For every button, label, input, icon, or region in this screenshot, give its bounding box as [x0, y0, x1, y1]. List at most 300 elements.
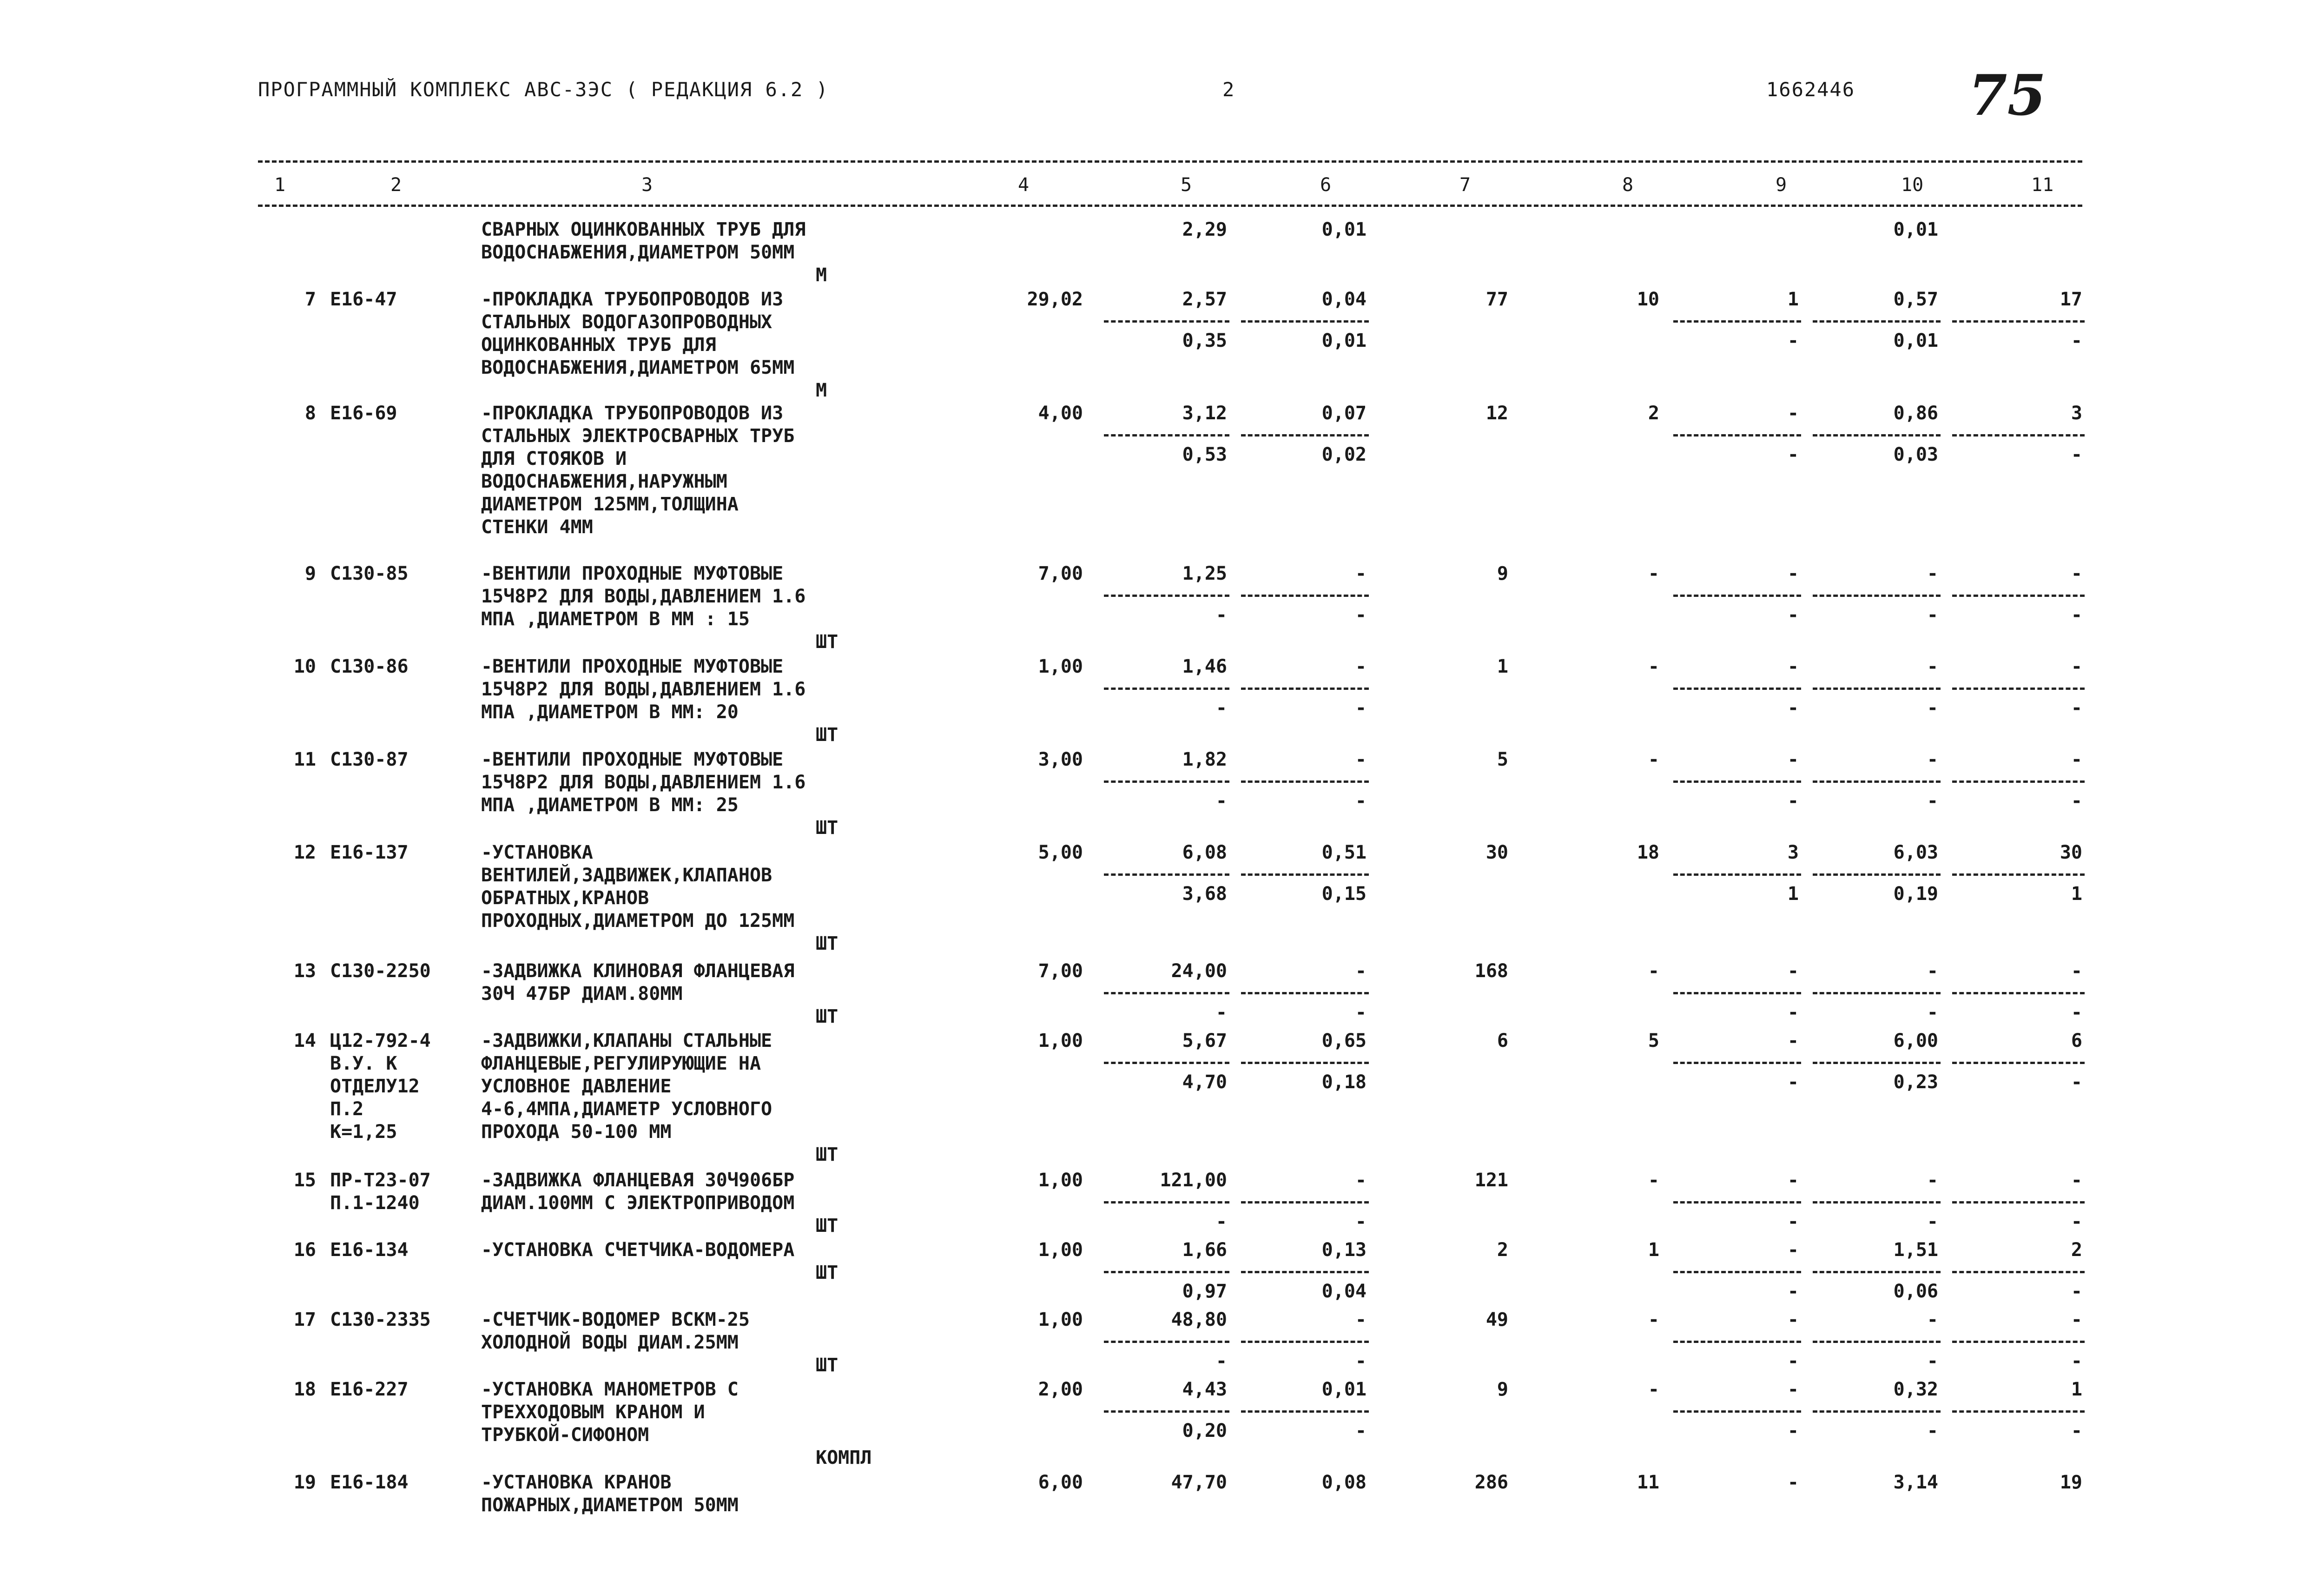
unit-of-measure: ШТ — [816, 631, 838, 653]
value-c9: - — [1787, 563, 1799, 584]
value-c5: 1,82 — [1182, 749, 1227, 770]
value-c6b: 0,15 — [1321, 883, 1367, 905]
value-c5: 1,46 — [1182, 656, 1227, 677]
value-c8: - — [1648, 749, 1659, 770]
subtotal-rule — [1952, 434, 2085, 436]
work-description: ПРОХОДА 50-100 ММ — [481, 1121, 672, 1143]
work-description: МПА ,ДИАМЕТРОМ В ММ: 25 — [481, 794, 739, 816]
work-description: ТРЕХХОДОВЫМ КРАНОМ И — [481, 1402, 705, 1423]
value-c10: 6,03 — [1893, 842, 1938, 863]
value-c4: 1,00 — [1038, 656, 1083, 677]
value-c10b: 0,23 — [1893, 1071, 1938, 1093]
value-c11b: - — [2071, 444, 2082, 465]
subtotal-rule — [1673, 780, 1801, 783]
subtotal-rule — [1813, 595, 1941, 597]
subtotal-rule — [1104, 1271, 1229, 1273]
value-c5: 6,08 — [1182, 842, 1227, 863]
value-c5: 2,29 — [1182, 219, 1227, 240]
row-number: 16 — [293, 1239, 316, 1261]
value-c4: 2,00 — [1038, 1379, 1083, 1400]
work-description: ДИАМЕТРОМ 125ММ,ТОЛЩИНА — [481, 494, 739, 515]
value-c10: - — [1927, 656, 1938, 677]
value-c5: 47,70 — [1171, 1472, 1227, 1493]
value-c9: - — [1787, 1309, 1799, 1330]
value-c4: 3,00 — [1038, 749, 1083, 770]
value-c5b: - — [1215, 1350, 1227, 1372]
work-description: ВЕНТИЛЕЙ,ЗАДВИЖЕК,КЛАПАНОВ — [481, 865, 772, 886]
subtotal-rule — [1241, 873, 1369, 876]
value-c6: 0,01 — [1321, 1379, 1367, 1400]
value-c8: 1 — [1648, 1239, 1659, 1261]
value-c10b: 0,01 — [1893, 330, 1938, 351]
work-description: 15Ч8Р2 ДЛЯ ВОДЫ,ДАВЛЕНИЕМ 1.6 — [481, 679, 806, 700]
work-description: ТРУБКОЙ-СИФОНОМ — [481, 1424, 649, 1446]
value-c6: 0,04 — [1321, 289, 1367, 310]
subtotal-rule — [1104, 1341, 1229, 1343]
value-c6b: 0,18 — [1321, 1071, 1367, 1093]
value-c4: 1,00 — [1038, 1239, 1083, 1261]
column-header-3: 3 — [641, 174, 653, 196]
value-c6: - — [1355, 1170, 1367, 1191]
work-description: ПОЖАРНЫХ,ДИАМЕТРОМ 50ММ — [481, 1494, 739, 1516]
value-c10: 0,01 — [1893, 219, 1938, 240]
work-description: -УСТАНОВКА СЧЕТЧИКА-ВОДОМЕРА — [481, 1239, 795, 1261]
value-c6b: - — [1355, 790, 1367, 812]
subtotal-rule — [1104, 688, 1229, 690]
subtotal-rule — [1813, 1062, 1941, 1064]
subtotal-rule — [1813, 1341, 1941, 1343]
subtotal-rule — [1104, 1410, 1229, 1413]
value-c7: 30 — [1486, 842, 1508, 863]
subtotal-rule — [1813, 1271, 1941, 1273]
column-header-2: 2 — [390, 174, 402, 196]
subtotal-rule — [1241, 1271, 1369, 1273]
value-c6b: - — [1355, 697, 1367, 719]
subtotal-rule — [1104, 595, 1229, 597]
subtotal-rule — [1952, 1410, 2085, 1413]
value-c5: 3,12 — [1182, 403, 1227, 424]
value-c9b: - — [1787, 604, 1799, 626]
work-description: СТАЛЬНЫХ ВОДОГАЗОПРОВОДНЫХ — [481, 311, 772, 333]
subtotal-rule — [1813, 320, 1941, 323]
value-c6b: - — [1355, 1211, 1367, 1232]
value-c9b: - — [1787, 1281, 1799, 1302]
unit-of-measure: ШТ — [816, 724, 838, 746]
value-c8: 10 — [1637, 289, 1659, 310]
value-c11: 3 — [2071, 403, 2082, 424]
value-c9b: - — [1787, 1350, 1799, 1372]
subtotal-rule — [1952, 780, 2085, 783]
work-description: ПРОХОДНЫХ,ДИАМЕТРОМ ДО 125ММ — [481, 910, 795, 932]
value-c11b: - — [2071, 1002, 2082, 1023]
value-c6b: 0,02 — [1321, 444, 1367, 465]
subtotal-rule — [1104, 320, 1229, 323]
page-number: 2 — [1222, 78, 1235, 101]
value-c7: 9 — [1497, 1379, 1508, 1400]
row-number: 18 — [293, 1379, 316, 1400]
subtotal-rule — [1241, 434, 1369, 436]
subtotal-rule — [1952, 992, 2085, 994]
value-c10b: - — [1927, 604, 1938, 626]
work-description: ОЦИНКОВАННЫХ ТРУБ ДЛЯ — [481, 334, 716, 356]
value-c10b: - — [1927, 1002, 1938, 1023]
value-c7: 286 — [1474, 1472, 1508, 1493]
value-c10: - — [1927, 1309, 1938, 1330]
value-c11: 19 — [2060, 1472, 2082, 1493]
work-description: ОБРАТНЫХ,КРАНОВ — [481, 887, 649, 909]
top-rule — [258, 160, 2082, 163]
row-number: 14 — [293, 1030, 316, 1051]
work-description: -ПРОКЛАДКА ТРУБОПРОВОДОВ ИЗ — [481, 403, 784, 424]
unit-of-measure: КОМПЛ — [816, 1447, 872, 1468]
subtotal-rule — [1952, 1341, 2085, 1343]
rate-code: ПР-Т23-07 П.1-1240 — [330, 1170, 431, 1214]
value-c5b: 4,70 — [1182, 1071, 1227, 1093]
unit-of-measure: М — [816, 380, 827, 401]
subtotal-rule — [1104, 992, 1229, 994]
value-c10b: - — [1927, 1420, 1938, 1442]
subtotal-rule — [1813, 992, 1941, 994]
work-description: -ЗАДВИЖКИ,КЛАПАНЫ СТАЛЬНЫЕ — [481, 1030, 772, 1051]
program-title: ПРОГРАММНЫЙ КОМПЛЕКС АВС-3ЭС ( РЕДАКЦИЯ 6.2 ) — [258, 78, 829, 101]
value-c5: 48,80 — [1171, 1309, 1227, 1330]
value-c11: 1 — [2071, 1379, 2082, 1400]
column-header-5: 5 — [1181, 174, 1192, 196]
value-c9: - — [1787, 960, 1799, 982]
column-header-6: 6 — [1320, 174, 1332, 196]
value-c6: 0,13 — [1321, 1239, 1367, 1261]
value-c8: - — [1648, 1170, 1659, 1191]
subtotal-rule — [1241, 1410, 1369, 1413]
value-c11b: - — [2071, 604, 2082, 626]
work-description: 15Ч8Р2 ДЛЯ ВОДЫ,ДАВЛЕНИЕМ 1.6 — [481, 586, 806, 607]
row-number: 7 — [304, 289, 316, 310]
value-c4: 29,02 — [1027, 289, 1083, 310]
header-rule — [258, 205, 2082, 207]
column-header-7: 7 — [1459, 174, 1471, 196]
subtotal-rule — [1952, 1062, 2085, 1064]
value-c10b: 0,19 — [1893, 883, 1938, 905]
unit-of-measure: ШТ — [816, 817, 838, 839]
subtotal-rule — [1241, 992, 1369, 994]
value-c9b: - — [1787, 790, 1799, 812]
value-c10: 0,32 — [1893, 1379, 1938, 1400]
subtotal-rule — [1104, 1062, 1229, 1064]
value-c8: - — [1648, 1379, 1659, 1400]
subtotal-rule — [1673, 992, 1801, 994]
value-c10b: 0,06 — [1893, 1281, 1938, 1302]
value-c7: 9 — [1497, 563, 1508, 584]
value-c6: 0,08 — [1321, 1472, 1367, 1493]
value-c6: - — [1355, 960, 1367, 982]
subtotal-rule — [1104, 1201, 1229, 1203]
value-c5b: - — [1215, 1002, 1227, 1023]
rate-code: Е16-137 — [330, 842, 409, 863]
value-c6: 0,51 — [1321, 842, 1367, 863]
unit-of-measure: М — [816, 264, 827, 286]
work-description: -СЧЕТЧИК-ВОДОМЕР ВСКМ-25 — [481, 1309, 750, 1330]
rate-code: С130-86 — [330, 656, 409, 677]
work-description: ВОДОСНАБЖЕНИЯ,ДИАМЕТРОМ 50ММ — [481, 242, 795, 263]
subtotal-rule — [1952, 873, 2085, 876]
value-c5b: - — [1215, 1211, 1227, 1232]
work-description: -ВЕНТИЛИ ПРОХОДНЫЕ МУФТОВЫЕ — [481, 563, 784, 584]
value-c6b: - — [1355, 1420, 1367, 1442]
value-c10: 1,51 — [1893, 1239, 1938, 1261]
work-description: ХОЛОДНОЙ ВОДЫ ДИАМ.25ММ — [481, 1332, 739, 1353]
work-description: -ЗАДВИЖКА КЛИНОВАЯ ФЛАНЦЕВАЯ — [481, 960, 795, 982]
value-c9b: - — [1787, 697, 1799, 719]
value-c10: 0,86 — [1893, 403, 1938, 424]
value-c7: 2 — [1497, 1239, 1508, 1261]
subtotal-rule — [1673, 595, 1801, 597]
value-c7: 5 — [1497, 749, 1508, 770]
subtotal-rule — [1952, 1271, 2085, 1273]
subtotal-rule — [1673, 1341, 1801, 1343]
subtotal-rule — [1673, 1271, 1801, 1273]
subtotal-rule — [1241, 320, 1369, 323]
value-c10b: - — [1927, 1211, 1938, 1232]
value-c11b: - — [2071, 697, 2082, 719]
value-c6b: 0,04 — [1321, 1281, 1367, 1302]
value-c4: 4,00 — [1038, 403, 1083, 424]
row-number: 15 — [293, 1170, 316, 1191]
value-c11b: - — [2071, 1281, 2082, 1302]
value-c9b: - — [1787, 1071, 1799, 1093]
subtotal-rule — [1813, 1410, 1941, 1413]
value-c11: - — [2071, 1309, 2082, 1330]
value-c11b: - — [2071, 790, 2082, 812]
subtotal-rule — [1673, 1410, 1801, 1413]
value-c5: 1,66 — [1182, 1239, 1227, 1261]
value-c6: 0,07 — [1321, 403, 1367, 424]
work-description: ВОДОСНАБЖЕНИЯ,НАРУЖНЫМ — [481, 471, 727, 492]
value-c6: - — [1355, 563, 1367, 584]
subtotal-rule — [1813, 873, 1941, 876]
value-c11: 6 — [2071, 1030, 2082, 1051]
value-c10: - — [1927, 960, 1938, 982]
subtotal-rule — [1952, 320, 2085, 323]
subtotal-rule — [1952, 595, 2085, 597]
row-number: 19 — [293, 1472, 316, 1493]
work-description: 15Ч8Р2 ДЛЯ ВОДЫ,ДАВЛЕНИЕМ 1.6 — [481, 772, 806, 793]
value-c9: - — [1787, 1170, 1799, 1191]
value-c4: 1,00 — [1038, 1170, 1083, 1191]
work-description: УСЛОВНОЕ ДАВЛЕНИЕ — [481, 1076, 672, 1097]
value-c9b: - — [1787, 1420, 1799, 1442]
value-c9b: - — [1787, 1211, 1799, 1232]
value-c7: 1 — [1497, 656, 1508, 677]
row-number: 17 — [293, 1309, 316, 1330]
subtotal-rule — [1241, 780, 1369, 783]
value-c6: - — [1355, 749, 1367, 770]
value-c5: 4,43 — [1182, 1379, 1227, 1400]
value-c8: 11 — [1637, 1472, 1659, 1493]
subtotal-rule — [1673, 320, 1801, 323]
work-description: СВАРНЫХ ОЦИНКОВАННЫХ ТРУБ ДЛЯ — [481, 219, 806, 240]
row-number: 9 — [304, 563, 316, 584]
value-c5b: - — [1215, 697, 1227, 719]
value-c8: 5 — [1648, 1030, 1659, 1051]
value-c11b: - — [2071, 330, 2082, 351]
value-c8: 2 — [1648, 403, 1659, 424]
value-c10: 6,00 — [1893, 1030, 1938, 1051]
value-c5: 2,57 — [1182, 289, 1227, 310]
value-c9: - — [1787, 1239, 1799, 1261]
value-c11b: - — [2071, 1211, 2082, 1232]
value-c6: - — [1355, 1309, 1367, 1330]
rate-code: Е16-184 — [330, 1472, 409, 1493]
work-description: 30Ч 47БР ДИАМ.80ММ — [481, 983, 683, 1005]
row-number: 11 — [293, 749, 316, 770]
value-c11: - — [2071, 1170, 2082, 1191]
value-c6: 0,01 — [1321, 219, 1367, 240]
work-description: СТЕНКИ 4ММ — [481, 516, 593, 538]
work-description: СТАЛЬНЫХ ЭЛЕКТРОСВАРНЫХ ТРУБ — [481, 425, 795, 447]
subtotal-rule — [1952, 688, 2085, 690]
work-description: МПА ,ДИАМЕТРОМ В ММ : 15 — [481, 608, 750, 630]
subtotal-rule — [1952, 1201, 2085, 1203]
value-c6: - — [1355, 656, 1367, 677]
work-description: -ВЕНТИЛИ ПРОХОДНЫЕ МУФТОВЫЕ — [481, 749, 784, 770]
value-c7: 6 — [1497, 1030, 1508, 1051]
value-c6b: - — [1355, 604, 1367, 626]
handwritten-sheet-number: 75 — [1968, 63, 2046, 128]
value-c10b: - — [1927, 790, 1938, 812]
column-header-9: 9 — [1776, 174, 1787, 196]
subtotal-rule — [1673, 1201, 1801, 1203]
value-c5b: 0,20 — [1182, 1420, 1227, 1442]
work-description: -ВЕНТИЛИ ПРОХОДНЫЕ МУФТОВЫЕ — [481, 656, 784, 677]
subtotal-rule — [1241, 1341, 1369, 1343]
unit-of-measure: ШТ — [816, 1144, 838, 1165]
rate-code: С130-87 — [330, 749, 409, 770]
subtotal-rule — [1104, 434, 1229, 436]
value-c7: 49 — [1486, 1309, 1508, 1330]
value-c9b: - — [1787, 1002, 1799, 1023]
value-c4: 5,00 — [1038, 842, 1083, 863]
value-c10: 0,57 — [1893, 289, 1938, 310]
row-number: 13 — [293, 960, 316, 982]
value-c9: - — [1787, 749, 1799, 770]
unit-of-measure: ШТ — [816, 1215, 838, 1237]
value-c11: - — [2071, 960, 2082, 982]
value-c5b: - — [1215, 604, 1227, 626]
rate-code: Е16-227 — [330, 1379, 409, 1400]
value-c7: 168 — [1474, 960, 1508, 982]
subtotal-rule — [1673, 1062, 1801, 1064]
value-c9: - — [1787, 1472, 1799, 1493]
subtotal-rule — [1241, 1201, 1369, 1203]
row-number: 8 — [304, 403, 316, 424]
work-description: ДИАМ.100ММ С ЭЛЕКТРОПРИВОДОМ — [481, 1192, 795, 1214]
subtotal-rule — [1813, 434, 1941, 436]
rate-code: С130-2335 — [330, 1309, 431, 1330]
value-c5: 121,00 — [1160, 1170, 1227, 1191]
value-c9b: - — [1787, 330, 1799, 351]
subtotal-rule — [1104, 873, 1229, 876]
value-c9b: 1 — [1787, 883, 1799, 905]
value-c7: 77 — [1486, 289, 1508, 310]
value-c6: 0,65 — [1321, 1030, 1367, 1051]
unit-of-measure: ШТ — [816, 1262, 838, 1283]
subtotal-rule — [1813, 688, 1941, 690]
value-c6b: 0,01 — [1321, 330, 1367, 351]
value-c11: 30 — [2060, 842, 2082, 863]
value-c11: - — [2071, 563, 2082, 584]
value-c9: - — [1787, 656, 1799, 677]
value-c11b: 1 — [2071, 883, 2082, 905]
value-c4: 1,00 — [1038, 1309, 1083, 1330]
work-description: 4-6,4МПА,ДИАМЕТР УСЛОВНОГО — [481, 1098, 772, 1120]
value-c9: 3 — [1787, 842, 1799, 863]
subtotal-rule — [1813, 1201, 1941, 1203]
subtotal-rule — [1241, 595, 1369, 597]
value-c4: 6,00 — [1038, 1472, 1083, 1493]
rate-code: Ц12-792-4 В.У. К ОТДЕЛУ12 П.2 К=1,25 — [330, 1030, 431, 1143]
work-description: ВОДОСНАБЖЕНИЯ,ДИАМЕТРОМ 65ММ — [481, 357, 795, 378]
work-description: -УСТАНОВКА МАНОМЕТРОВ С — [481, 1379, 739, 1400]
work-description: ДЛЯ СТОЯКОВ И — [481, 448, 627, 469]
value-c11b: - — [2071, 1420, 2082, 1442]
value-c5: 1,25 — [1182, 563, 1227, 584]
unit-of-measure: ШТ — [816, 933, 838, 954]
value-c10: - — [1927, 563, 1938, 584]
value-c11b: - — [2071, 1350, 2082, 1372]
value-c11: 17 — [2060, 289, 2082, 310]
value-c5b: 3,68 — [1182, 883, 1227, 905]
value-c8: - — [1648, 1309, 1659, 1330]
value-c11: 2 — [2071, 1239, 2082, 1261]
value-c5: 24,00 — [1171, 960, 1227, 982]
row-number: 12 — [293, 842, 316, 863]
value-c5b: - — [1215, 790, 1227, 812]
value-c4: 7,00 — [1038, 960, 1083, 982]
rate-code: С130-85 — [330, 563, 409, 584]
value-c11: - — [2071, 749, 2082, 770]
column-header-4: 4 — [1018, 174, 1030, 196]
rate-code: Е16-134 — [330, 1239, 409, 1261]
work-description: -ЗАДВИЖКА ФЛАНЦЕВАЯ 30Ч906БР — [481, 1170, 795, 1191]
value-c9: - — [1787, 1030, 1799, 1051]
unit-of-measure: ШТ — [816, 1006, 838, 1027]
value-c4: 7,00 — [1038, 563, 1083, 584]
value-c6b: - — [1355, 1002, 1367, 1023]
row-number: 10 — [293, 656, 316, 677]
subtotal-rule — [1673, 873, 1801, 876]
value-c9: 1 — [1787, 289, 1799, 310]
value-c10: - — [1927, 749, 1938, 770]
value-c11b: - — [2071, 1071, 2082, 1093]
work-description: МПА ,ДИАМЕТРОМ В ММ: 20 — [481, 701, 739, 723]
value-c10: 3,14 — [1893, 1472, 1938, 1493]
document-code: 1662446 — [1766, 78, 1855, 101]
value-c7: 121 — [1474, 1170, 1508, 1191]
work-description: -УСТАНОВКА — [481, 842, 593, 863]
rate-code: Е16-69 — [330, 403, 397, 424]
rate-code: С130-2250 — [330, 960, 431, 982]
subtotal-rule — [1673, 688, 1801, 690]
column-header-1: 1 — [274, 174, 286, 196]
work-description: -ПРОКЛАДКА ТРУБОПРОВОДОВ ИЗ — [481, 289, 784, 310]
subtotal-rule — [1241, 1062, 1369, 1064]
value-c10: - — [1927, 1170, 1938, 1191]
value-c9: - — [1787, 403, 1799, 424]
work-description: -УСТАНОВКА КРАНОВ — [481, 1472, 672, 1493]
value-c5b: 0,97 — [1182, 1281, 1227, 1302]
value-c8: - — [1648, 563, 1659, 584]
value-c10b: 0,03 — [1893, 444, 1938, 465]
